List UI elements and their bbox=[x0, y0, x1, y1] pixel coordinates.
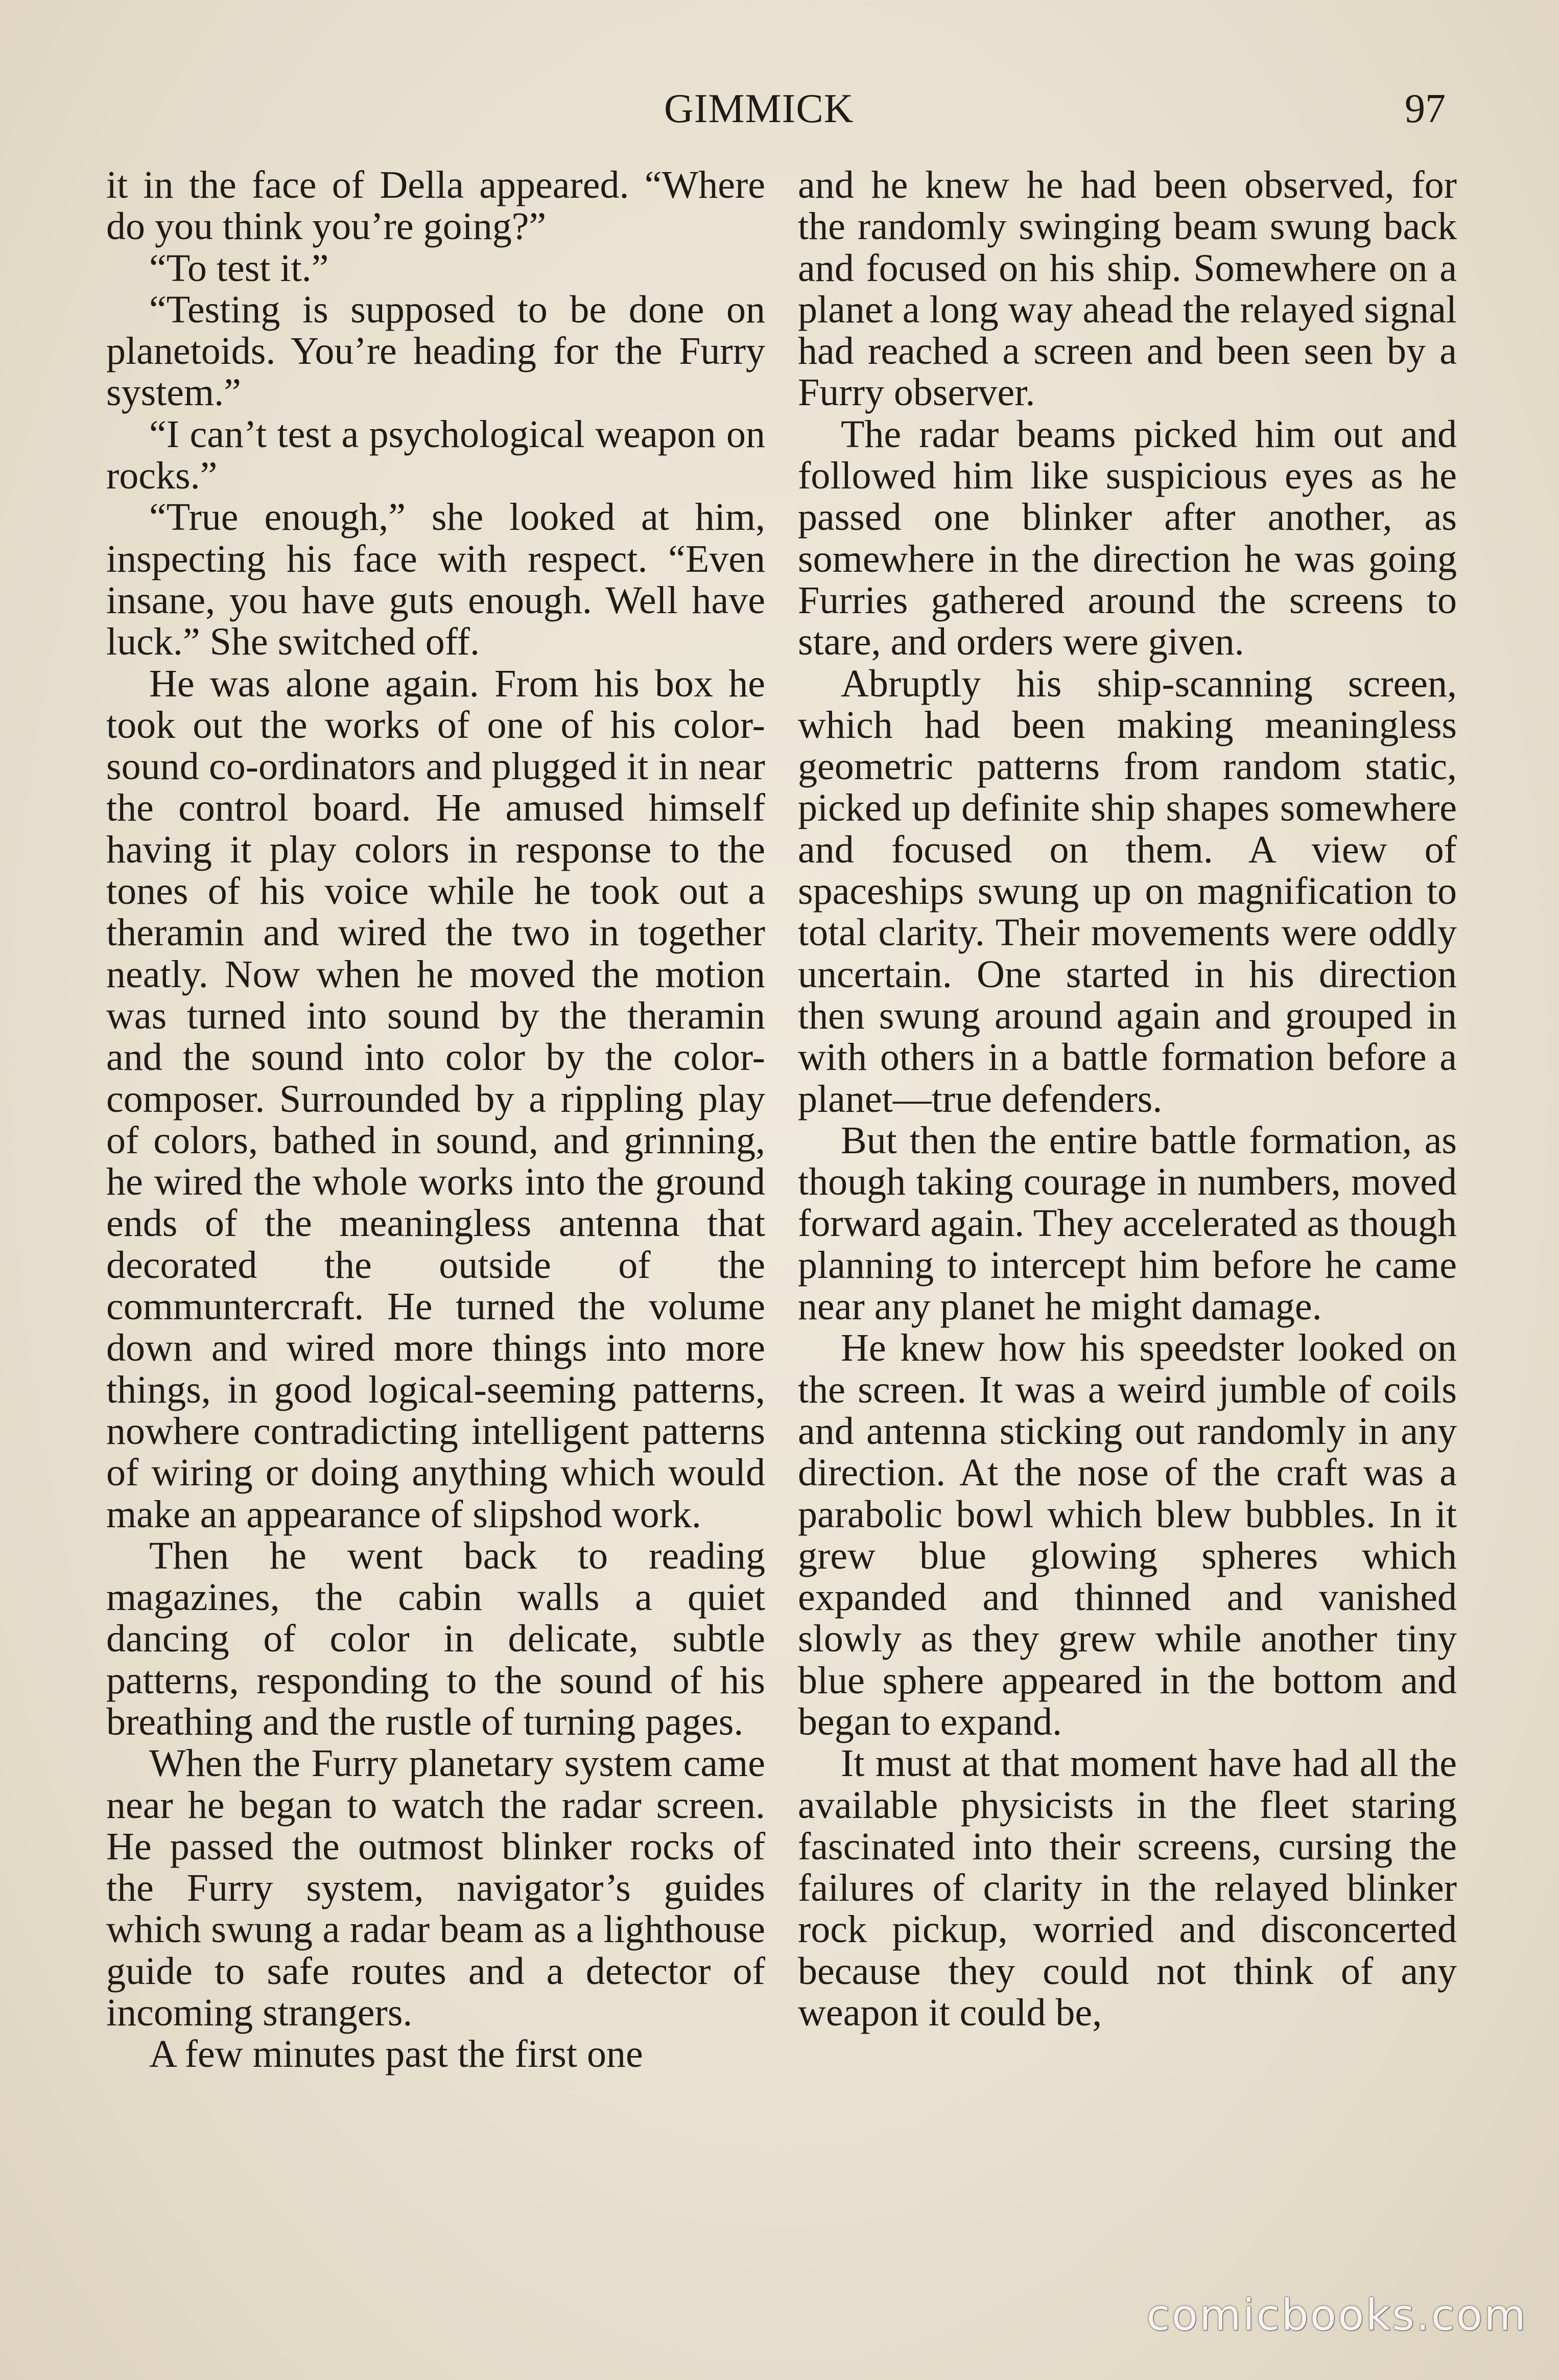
right-column bbox=[798, 165, 1457, 2034]
paragraph: But then the entire battle formation, as though taking courage in numbers, moved forward again. They accelerated as though planning to intercept him before he came near any planet he might damage. bbox=[798, 1118, 1457, 1328]
paragraph: He was alone again. From his box he took out the works of one of his color-sound co-ordinators and plugged it in near the control board. He amused himself having it play colors in response to the tones of his voice while he took out a theramin and wired the two in together neatly. Now when he moved the motion was turned into sound by the theramin and the sound into color by the color-composer. Surrounded by a rippling play of colors, bathed in sound, and grinning, he wired the whole works into the ground ends of the meaningless antenna that decorated the outside of the communtercraft. He turned the volume down and wired more things into more things, in good logical-seeming patterns, nowhere contradicting intelligent patterns of wiring or doing anything which would make an appearance of slipshod work. bbox=[106, 662, 765, 1536]
paragraph: When the Furry planetary system came near he began to watch the radar screen. He passed the outmost blinker rocks of the Furry system, navigator’s guides which swung a radar beam as a lighthouse guide to safe routes and a detector of incoming strangers. bbox=[106, 1742, 765, 2035]
paragraph: He knew how his speedster looked on the screen. It was a weird jumble of coils and antenna sticking out randomly in any direction. At the nose of the craft was a parabolic bowl which blew bubbles. In it grew blue glowing spheres which expanded and thinned and vanished slowly as they grew while another tiny blue sphere appeared in the bottom and began to expand. bbox=[798, 1326, 1457, 1743]
site-watermark: comicbooks.com bbox=[1146, 2290, 1527, 2340]
paragraph: it in the face of Della appeared. “Where do you think you’re going?” bbox=[106, 164, 765, 248]
paragraph: “To test it.” bbox=[149, 246, 329, 290]
paragraph: “I can’t test a psychological weapon on rocks.” bbox=[106, 412, 765, 498]
paragraph: It must at that moment have had all the available physicists in the fleet staring fascinated into their screens, cursing the failures of clarity in the relayed blinker rock pickup, worried and disconcerted because they could not think of any weapon it could be, bbox=[798, 1742, 1457, 2035]
page-number: 97 bbox=[1405, 86, 1446, 131]
paragraph: “True enough,” she looked at him, inspecting his face with respect. “Even insane, you have guts enough. Well have luck.” She switched off. bbox=[106, 496, 765, 664]
left-column bbox=[106, 165, 765, 2075]
running-head-title: GIMMICK bbox=[664, 86, 854, 131]
paragraph: “Testing is supposed to be done on planetoids. You’re heading for the Furry system.” bbox=[106, 288, 765, 414]
paragraph: The radar beams picked him out and followed him like suspicious eyes as he passed one blinker after another, as somewhere in the direction he was going Furries gathered around the screens to stare, and orders were given. bbox=[798, 412, 1457, 664]
paragraph: Abruptly his ship-scanning screen, which had been making meaningless geometric patterns from random static, picked up definite ship shapes somewhere and focused on them. A view of spaceships swung up on magnification to total clarity. Their movements were oddly uncertain. One started in his direction then swung around again and grouped in with others in a battle formation before a planet—true defenders. bbox=[798, 662, 1457, 1121]
paragraph: Then he went back to reading magazines, the cabin walls a quiet dancing of color in delicate, subtle patterns, responding to the sound of his breathing and the rustle of turning pages. bbox=[106, 1534, 765, 1743]
paragraph: and he knew he had been observed, for the randomly swinging beam swung back and focused on his ship. Somewhere on a planet a long way ahead the relayed signal had reached a screen and been seen by a Furry observer. bbox=[798, 164, 1457, 414]
paragraph: A few minutes past the first one bbox=[149, 2033, 643, 2076]
